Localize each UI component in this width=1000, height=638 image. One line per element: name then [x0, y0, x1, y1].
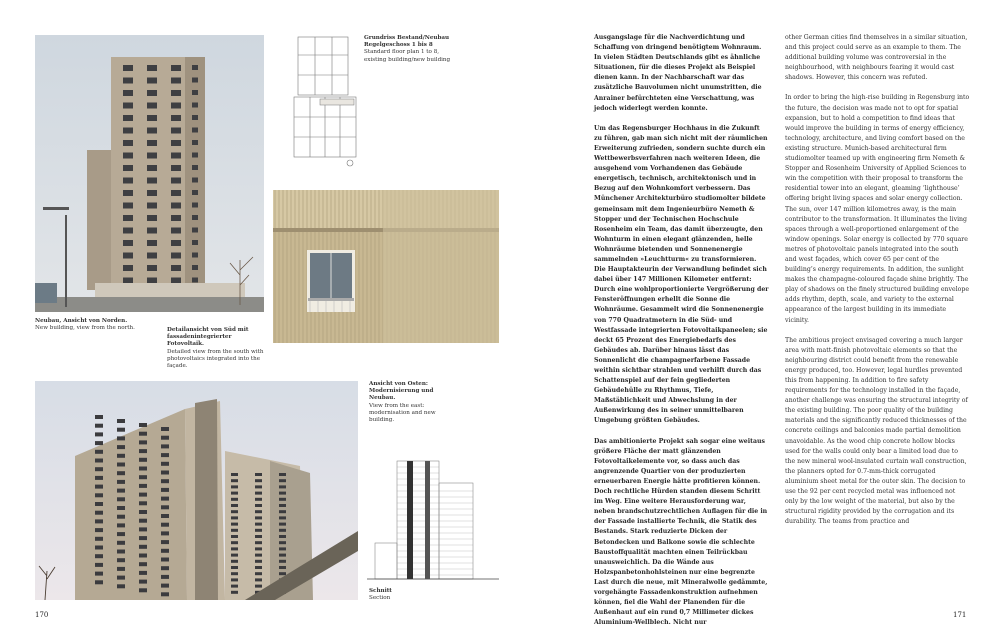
section-caption-en: Section	[369, 595, 391, 602]
photo-facade-detail	[273, 190, 499, 343]
detail-caption-de: Detailansicht von Süd mit fassadenintegrierter Fotovoltaik.	[167, 327, 249, 348]
english-text-column	[785, 33, 970, 537]
east-view-caption-en: View from the east: modernisation and new building.	[369, 402, 436, 424]
english-paragraph: other German cities find themselves in a similar situation, and this project could serve as an example to them. The additional building volume was controversial in the neighbourhood, with neighbours fearing it would cast shadows. However, this concern was refuted.	[785, 34, 968, 82]
floor-plan-caption	[364, 35, 454, 64]
section-caption	[369, 588, 429, 602]
east-view-caption-de: Ansicht von Osten: Modernisierung und Neubau.	[369, 381, 434, 402]
english-paragraph: In order to bring the high-rise building in Regensburg into the future, the decision was made not to opt for spatial expansion, but to hold a competition to find ideas that would improve the building in terms of energy efficiency, technology, architecture, and living comfort based on the existing structure. Munich-based architectural firm studiomolter teamed up with engineering firm Nemeth & Stopper and Rosenheim University of Applied Sciences to win the competition with their proposal to transform the residential tower into an elegant, gleaming ‘lighthouse’ offering bright living spaces and solar energy collection. The sun, over 147 million kilometres away, is the main contributor to the transformation. It illuminates the living spaces through a well-proportioned enlargement of the window openings. Solar energy is collected by 770 square metres of photovoltaic panels integrated into the south and west façades, which cover 65 per cent of the building’s energy requirements. In addition, the sunlight makes the champagne-coloured façade shine brightly. The play of shadows on the finely structured building envelope adds rhythm, depth, scale, and variety to the external appearance of the largest building in its immediate vicinity.	[785, 94, 970, 324]
german-paragraph: Ausgangslage für die Nachverdichtung und Schaffung von dringend benötigtem Wohnraum. In vielen Städten Deutschlands gibt es ähnliche Situationen, für die dieses Projekt als Beispiel dienen kann. In der Nachbarschaft war das zusätzliche Bauvolumen nicht unumstritten, die Anrainer befürchteten eine Verschattung, was jedoch widerlegt werden konnte.	[594, 34, 762, 112]
photo-north-view	[35, 35, 264, 312]
north-view-caption	[35, 318, 145, 332]
page-number-left: 170	[35, 611, 49, 619]
floor-plan-drawing	[290, 35, 360, 170]
detail-caption	[167, 327, 265, 370]
german-paragraph: Um das Regensburger Hochhaus in die Zukunft zu führen, gab man sich nicht mit der räumlichen Erweiterung zufrieden, sondern suchte durch ein Wettbewerbsverfahren nach weiteren Ideen, die ausgehend vom Vorhandenen das Gebäude energetisch, technisch, architektonisch und in Bezug auf den Wohnkomfort verbessern. Das Münchener Architekturbüro studiomolter bildete gemeinsam mit dem Ingenieurbüro Nemeth & Stopper und der Technischen Hochschule Rosenheim ein Team, das damit überzeugte, den Wohnturm in einen elegant glänzenden, helle Wohnräume bietenden und Sonnenenergie sammelnden »Leuchtturm« zu transformieren. Die Hauptakteurin der Verwandlung befindet sich dabei über 147 Millionen Kilometer entfernt: Durch eine wohlproportionierte Vergrößerung der Fensteröffnungen erhellt die Sonne die Wohnräume. Gesammelt wird die Sonnenenergie von 770 Quadratmetern in die Süd- und Westfassade integrierten Fotovoltaikpaneelen; sie deckt 65 Prozent des Energiebedarfs des Gebäudes ab. Darüber hinaus lässt das Sonnenlicht die champagnerfarbene Fassade weithin sichtbar strahlen und verhilft durch das Schattenspiel auf der fein gegliederten Gebäudehülle zu Rhythmus, Tiefe, Maßstäblichkeit und Abwechslung in der Außenwirkung des in seiner unmittelbaren Umgebung größten Gebäudes.	[594, 124, 769, 425]
page-number-right: 171	[953, 611, 967, 619]
section-caption-de: Schnitt	[369, 588, 392, 594]
north-view-caption-en: New building, view from the north.	[35, 325, 135, 332]
photo-east-view	[35, 381, 358, 600]
english-paragraph: The ambitious project envisaged covering a much larger area with matt-finish photovoltaic elements so that the neighbouring district could benefit from the renewable energy produced, too. However, legal hurdles prevented this from happening. In addition to fire safety requirements for the technology installed in the façade, another challenge was ensuring the structural integrity of the existing building. The poor quality of the building materials and the significantly reduced thicknesses of the concrete ceilings and balconies made partial demolition unavoidable. As the wood chip concrete hollow blocks used for the walls could only bear a limited load due to the new mineral wool-insulated curtain wall construction, the planners opted for 0.7-mm-thick corrugated aluminium sheet metal for the outer skin. The decision to use the 92 per cent recycled metal was influenced not only by the low weight of the material, but also by the structural rigidity provided by the corrugation and its durability. The teams from practice and	[785, 336, 968, 526]
german-paragraph: Das ambitionierte Projekt sah sogar eine weitaus größere Fläche der matt glänzenden Fotovoltaikelemente vor, so dass auch das angrenzende Quartier von der produzierten erneuerbaren Energie hätte profitieren können. Doch rechtliche Hürden standen diesem Schritt im Weg. Eine weitere Herausforderung war, neben brandschutzrechtlichen Auflagen für die in der Fassade installierte Technik, die Statik des Bestands. Stark reduzierte Dicken der Betondecken und Balkone sowie die schlechte Baustoffqualität machten einen Teilrückbau unausweichlich. Da die Wände aus Holzspanbetonhohlsteinen nur eine begrenzte Last durch die neue, mit Mineralwolle gedämmte, vorgehängte Fassadenkonstruktion aufnehmen können, fiel die Wahl der Planenden für die Außenhaut auf ein rund 0,7 Millimeter dickes Aluminium-Wellblech. Nicht nur	[594, 437, 768, 627]
east-view-caption	[369, 381, 461, 424]
north-view-caption-de: Neubau, Ansicht von Norden.	[35, 318, 128, 324]
detail-caption-en: Detailed view from the south with photovoltaics integrated into the façade.	[167, 348, 264, 370]
german-text-column	[594, 33, 769, 638]
section-drawing	[367, 455, 499, 583]
floor-plan-caption-de: Grundriss Bestand/Neubau Regelgeschoss 1 bis 8	[364, 35, 450, 49]
floor-plan-caption-en: Standard floor plan 1 to 8, existing building/new building	[364, 49, 451, 63]
